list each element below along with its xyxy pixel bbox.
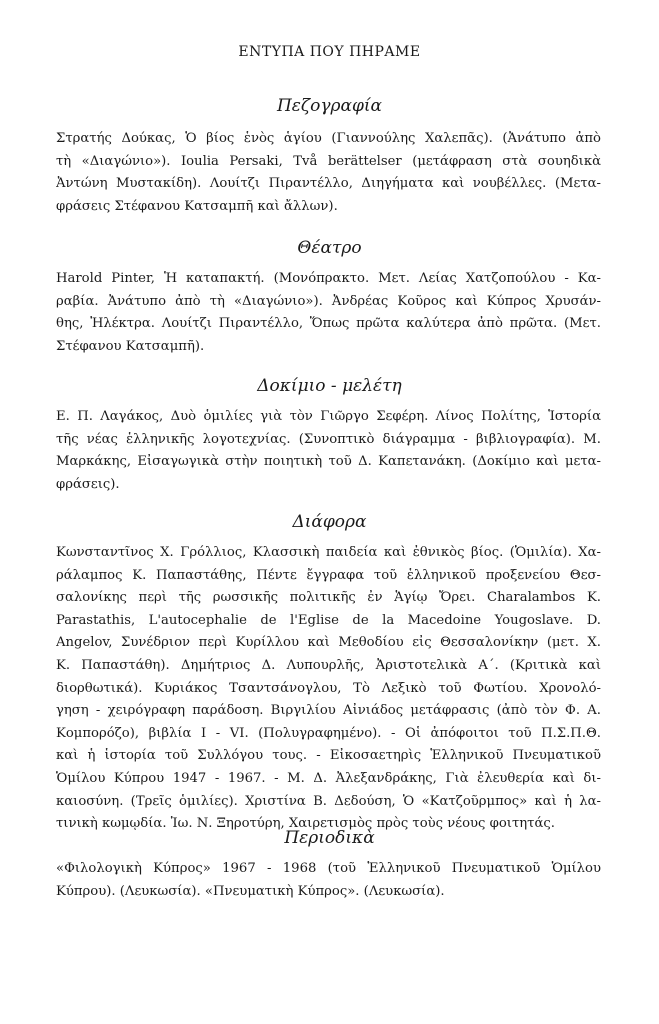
section-title-periodicals: Περιοδικὰ <box>284 828 375 848</box>
text-line: διορθωτικά). Κυριάκος Τσαντσάνογλου, Τὸ Λεξικὸ τοῦ Φωτίου. Χρονολό- <box>56 680 601 696</box>
text-line: τινικὴ κωμῳδία. Ἰω. Ν. Ξηροτύρη, Χαιρετισμὸς πρὸς τοὺς νέους φοιτητάς. <box>56 816 555 832</box>
section-body-misc <box>56 542 601 836</box>
text-line: τῆς νέας ἑλληνικῆς λογοτεχνίας. (Συνοπτικὸ διάγραμμα - βιβλιογραφία). Μ. <box>56 431 601 447</box>
section-title-prose: Πεζογραφία <box>276 96 383 116</box>
section-title-misc: Διάφορα <box>292 512 367 532</box>
text-line: καιοσύνη. (Τρεῖς ὁμιλίες). Χριστίνα Β. Δεδούση, Ὁ «Κατζοῦρμπος» καὶ ἡ λα- <box>56 793 601 809</box>
section-body-prose <box>56 128 601 218</box>
text-line: Ἀντώνη Μυστακίδη). Λουίτζι Πιραντέλλο, Διηγήματα καὶ νουβέλλες. (Μετα- <box>56 176 601 192</box>
text-line: θης, Ἠλέκτρα. Λουίτζι Πιραντέλλο, Ὅπως πρῶτα καλύτερα ἀπὸ πρῶτα. (Μετ. <box>56 316 601 332</box>
text-line: Angelov, Συνέδριον περὶ Κυρίλλου καὶ Μεθοδίου εἰς Θεσσαλονίκην (μετ. Χ. <box>56 635 601 651</box>
text-line: σαλονίκης περὶ τῆς ρωσσικῆς πολιτικῆς ἐν Ἁγίῳ Ὄρει. Charalambos K. <box>56 590 601 606</box>
text-line: καὶ ἡ ἱστορία τοῦ Συλλόγου τους. - Εἰκοσαετηρὶς Ἑλληνικοῦ Πνευματικοῦ <box>56 748 601 764</box>
text-line: φράσεις). <box>56 476 120 492</box>
text-line: Ε. Π. Λαγάκος, Δυὸ ὁμιλίες γιὰ τὸν Γιῶργο Σεφέρη. Λίνος Πολίτης, Ἱστορία <box>56 409 601 424</box>
section-body-theatre <box>56 268 601 358</box>
running-head: ΕΝΤΥΠΑ ΠΟΥ ΠΗΡΑΜΕ <box>238 44 421 60</box>
text-line: Στρατής Δούκας, Ὁ βίος ἑνὸς ἁγίου (Γιαννούλης Χαλεπᾶς). (Ἀνάτυπο ἀπὸ <box>56 131 601 146</box>
text-line: ράλαμπος Κ. Παπαστάθης, Πέντε ἔγγραφα τοῦ ἑλληνικοῦ προξενείου Θεσ- <box>56 567 601 583</box>
section-body-essay <box>56 406 601 496</box>
text-line: «Φιλολογικὴ Κύπρος» 1967 - 1968 (τοῦ Ἑλληνικοῦ Πνευματικοῦ Ὁμίλου <box>56 861 601 876</box>
section-body-periodicals <box>56 858 601 903</box>
text-line: Στέφανου Κατσαμπῆ). <box>56 338 205 354</box>
text-line: ραβία. Ἀνάτυπο ἀπὸ τὴ «Διαγώνιο»). Ἀνδρέας Κοῦρος καὶ Κύπρος Χρυσάν- <box>56 293 601 309</box>
text-line: Parastathis, L'autocephalie de l'Eglise de la Macedoine Yougoslave. D. <box>56 612 601 628</box>
text-line: φράσεις Στέφανου Κατσαμπῆ καὶ ἄλλων). <box>56 198 338 214</box>
text-line: τὴ «Διαγώνιο»). Ioulia Persaki, Två berättelser (μετάφραση στὰ σουηδικὰ <box>56 153 601 169</box>
text-line: γηση - χειρόγραφη παράδοση. Βιργιλίου Αἰνιάδος μετάφρασις (ἀπὸ τὸν Φ. Α. <box>56 703 601 719</box>
text-line: Κύπρου). (Λευκωσία). «Πνευματικὴ Κύπρος». (Λευκωσία). <box>56 883 445 899</box>
text-line: Ὁμίλου Κύπρου 1947 - 1967. - Μ. Δ. Ἀλεξανδράκης, Γιὰ ἐλευθερία καὶ δι- <box>56 770 601 786</box>
section-title-essay: Δοκίμιο - μελέτη <box>257 376 402 396</box>
text-line: Κομπορόζο), βιβλία I - VI. (Πολυγραφημένο). - Οἱ ἀπόφοιτοι τοῦ Π.Σ.Π.Θ. <box>56 725 601 741</box>
text-line: Harold Pinter, Ἡ καταπακτή. (Μονόπρακτο. Μετ. Λείας Χατζοπούλου - Κα- <box>56 271 601 286</box>
section-title-theatre: Θέατρο <box>297 238 362 258</box>
text-line: Μαρκάκης, Εἰσαγωγικὰ στὴν ποιητικὴ τοῦ Δ. Καπετανάκη. (Δοκίμιο καὶ μετα- <box>56 454 601 470</box>
text-line: Κ. Παπαστάθη). Δημήτριος Δ. Λυπουρλῆς, Ἀριστοτελικὰ Α΄. (Κριτικὰ καὶ <box>56 657 601 673</box>
text-line: Κωνσταντῖνος Χ. Γρόλλιος, Κλασσικὴ παιδεία καὶ ἐθνικὸς βίος. (Ὁμιλία). Χα- <box>56 545 601 560</box>
